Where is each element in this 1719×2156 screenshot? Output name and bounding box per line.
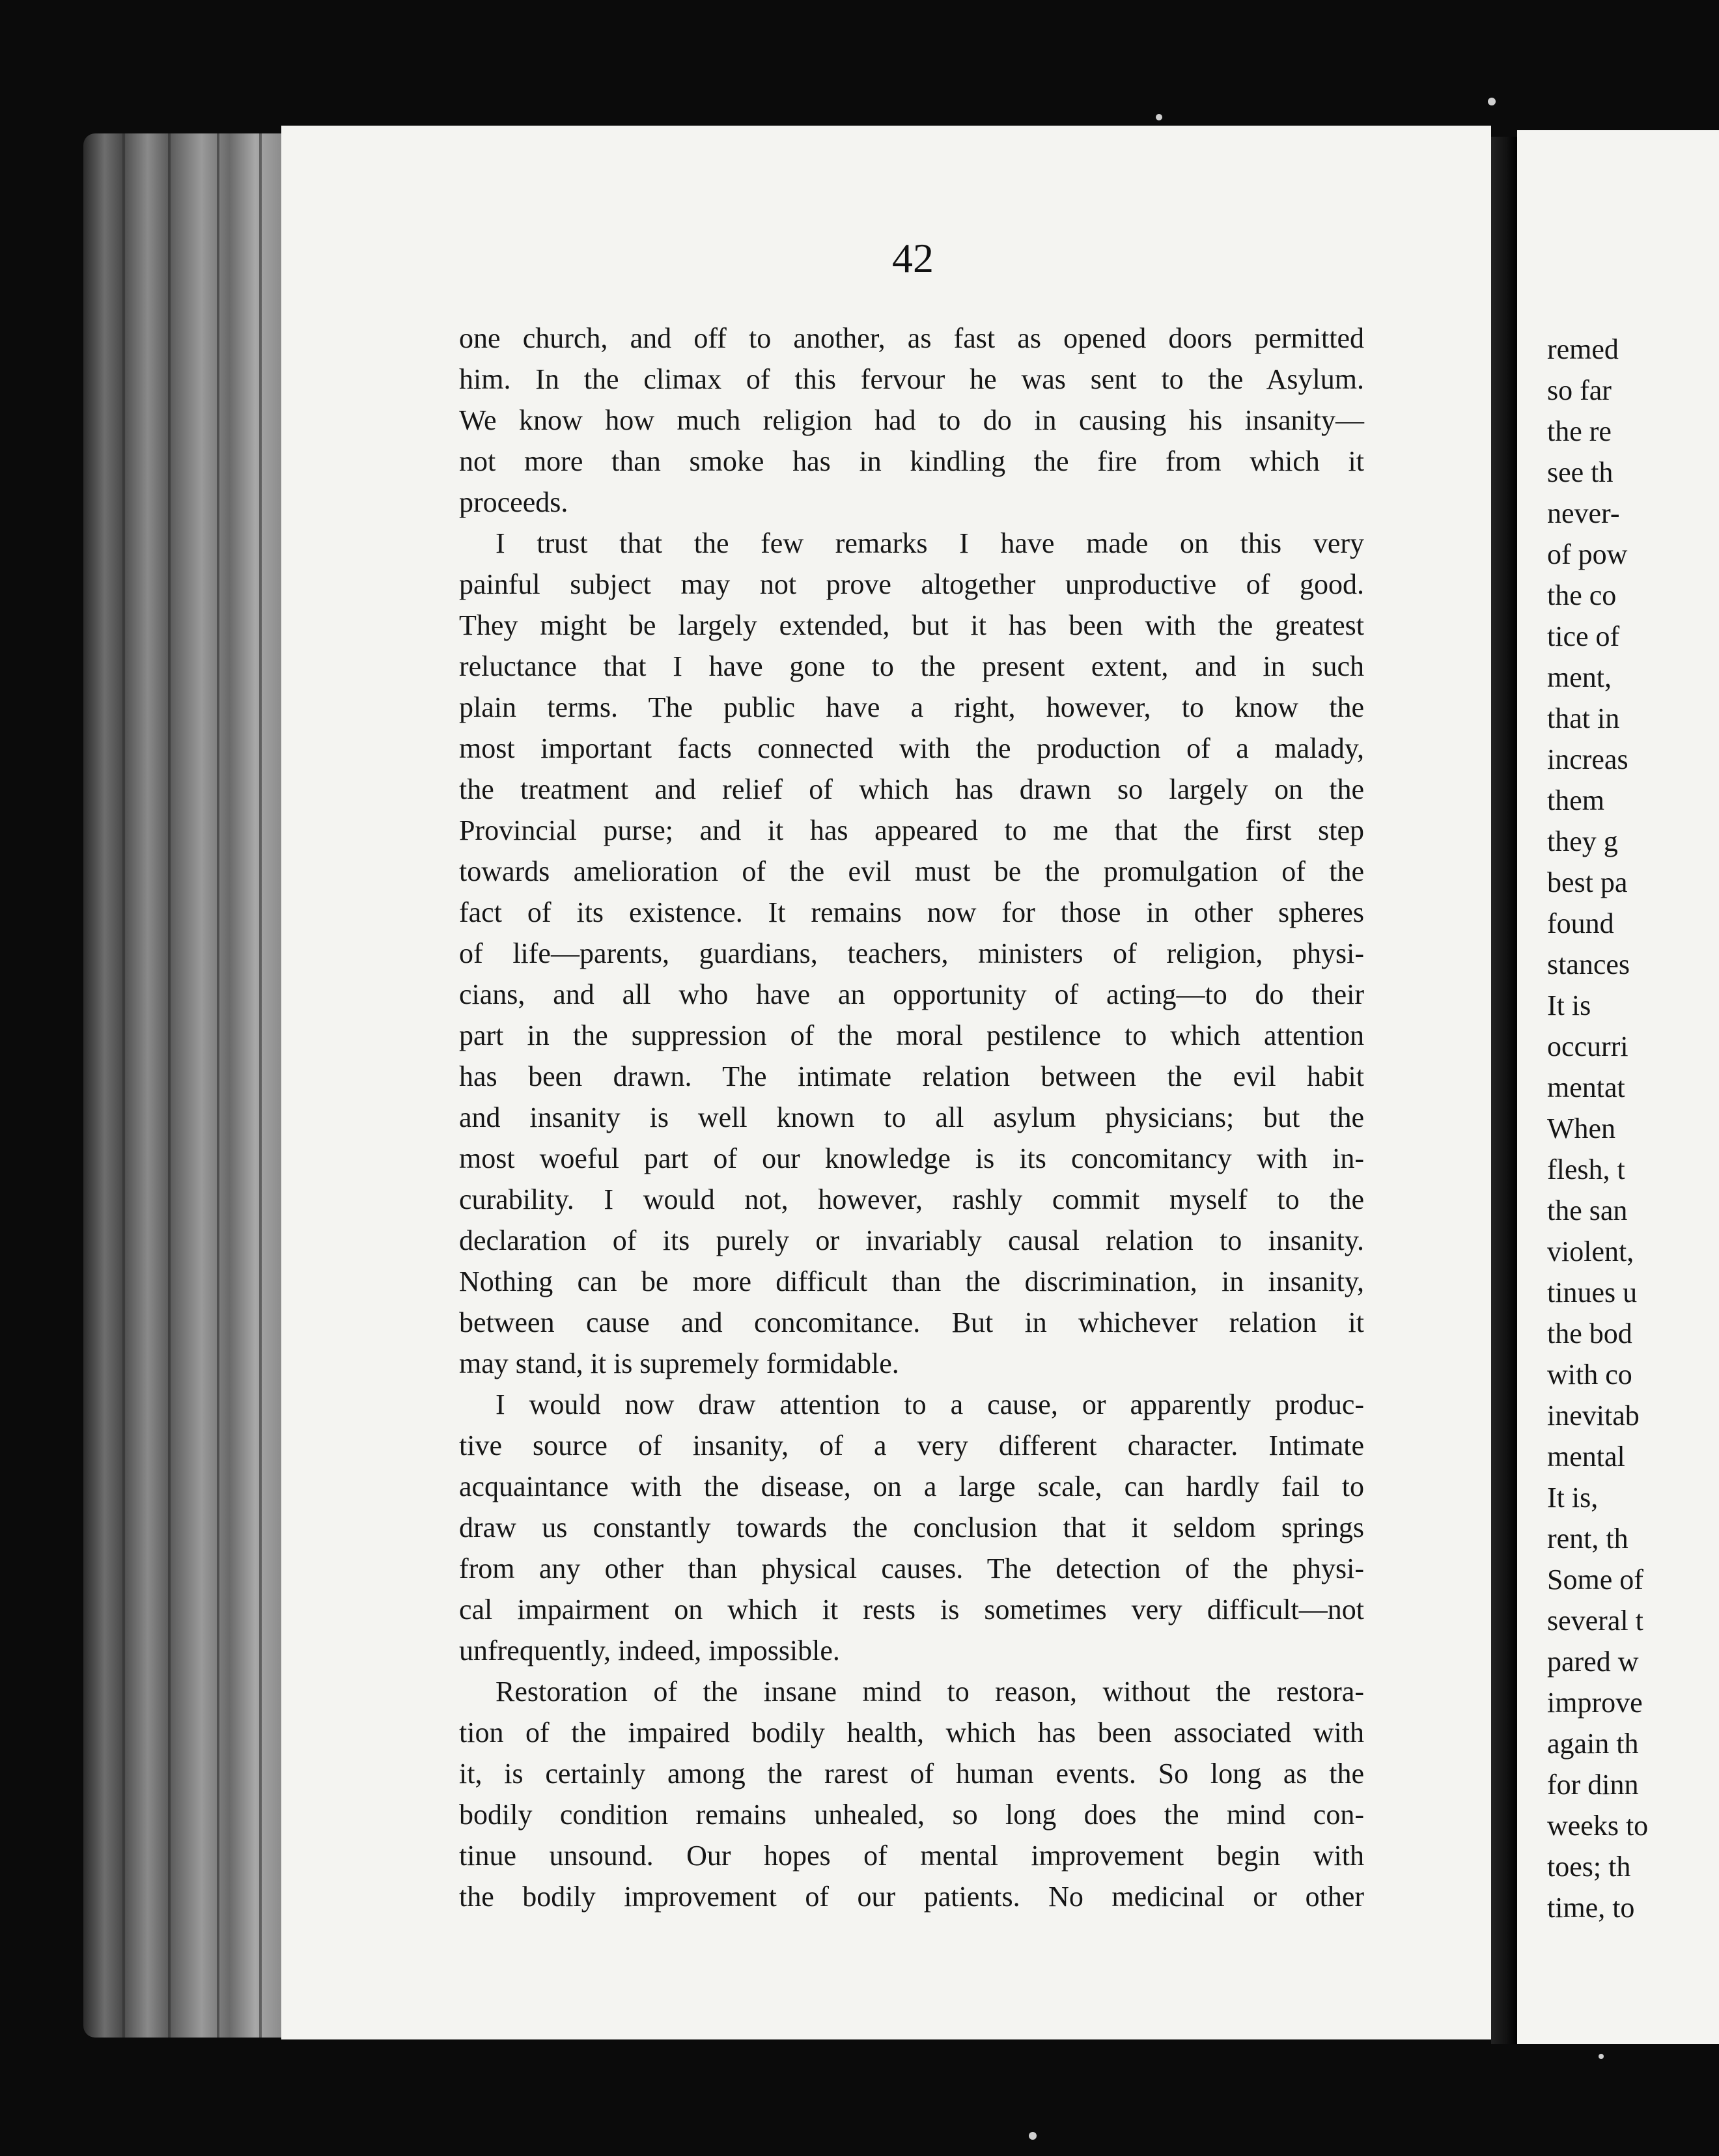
text-line: him. In the climax of this fervour he was sent to the Asylum. [459, 363, 1364, 395]
text-line: so far [1547, 374, 1612, 406]
text-line: proceeds. [459, 486, 568, 518]
text-line: unfrequently, indeed, impossible. [459, 1635, 840, 1666]
text-line: mentat [1547, 1071, 1625, 1103]
text-line: inevitab [1547, 1400, 1640, 1431]
text-line: time, to [1547, 1892, 1635, 1924]
speck [1488, 98, 1496, 105]
text-line: from any other than physical causes. The detection of the physi- [459, 1553, 1364, 1584]
left-page-text [459, 318, 1364, 1917]
text-line: best pa [1547, 866, 1628, 898]
speck [1029, 2132, 1037, 2140]
text-line: between cause and concomitance. But in whichever relation it [459, 1306, 1364, 1338]
text-line: see th [1547, 456, 1614, 488]
text-line: occurri [1547, 1030, 1628, 1062]
text-line: improve [1547, 1687, 1643, 1719]
text-line: We know how much religion had to do in causing his insanity— [459, 404, 1364, 436]
text-line: declaration of its purely or invariably causal relation to insanity. [459, 1224, 1364, 1256]
text-line: plain terms. The public have a right, however, to know the [459, 691, 1364, 723]
text-line: curability. I would not, however, rashly commit myself to the [459, 1183, 1364, 1215]
text-line: weeks to [1547, 1810, 1649, 1842]
text-line: cal impairment on which it rests is sometimes very difficult—not [459, 1594, 1364, 1625]
text-line: of life—parents, guardians, teachers, ministers of religion, physi- [459, 937, 1364, 969]
page-edge-line [259, 133, 262, 2038]
text-line: it, is certainly among the rarest of human events. So long as the [459, 1758, 1364, 1790]
text-line: of pow [1547, 538, 1628, 570]
text-line: several t [1547, 1605, 1643, 1637]
text-line: they g [1547, 825, 1618, 857]
text-line: mental [1547, 1441, 1625, 1472]
text-line: violent, [1547, 1236, 1634, 1267]
text-line: ment, [1547, 661, 1612, 693]
right-page-text [1547, 329, 1648, 1928]
page-edge-line [168, 133, 171, 2038]
text-line: I trust that the few remarks I have made on this very [496, 527, 1364, 559]
text-line: tinues u [1547, 1277, 1638, 1308]
speck [1156, 114, 1162, 120]
text-line: fact of its existence. It remains now for those in other spheres [459, 896, 1364, 928]
text-line: painful subject may not prove altogether unproductive of good. [459, 568, 1364, 600]
text-line: towards amelioration of the evil must be the promulgation of the [459, 855, 1364, 887]
text-line: acquaintance with the disease, on a large scale, can hardly fail to [459, 1471, 1364, 1502]
text-line: most important facts connected with the production of a malady, [459, 732, 1364, 764]
text-line: bodily condition remains unhealed, so long does the mind con- [459, 1799, 1364, 1831]
text-line: one church, and off to another, as fast as opened doors permitted [459, 322, 1364, 354]
text-line: most woeful part of our knowledge is its concomitancy with in- [459, 1142, 1364, 1174]
text-line: It is [1547, 989, 1591, 1021]
book-page-edges [83, 133, 298, 2038]
text-line: tice of [1547, 620, 1620, 652]
text-line: again th [1547, 1728, 1639, 1760]
text-line: toes; th [1547, 1851, 1631, 1883]
text-line: rent, th [1547, 1523, 1628, 1555]
text-line: part in the suppression of the moral pestilence to which attention [459, 1019, 1364, 1051]
text-line: and insanity is well known to all asylum physicians; but the [459, 1101, 1364, 1133]
text-line: the co [1547, 579, 1617, 611]
text-line: I would now draw attention to a cause, or apparently produc- [496, 1389, 1364, 1420]
text-line: Some of [1547, 1564, 1643, 1596]
text-line: remed [1547, 333, 1619, 365]
text-line: reluctance that I have gone to the present extent, and in such [459, 650, 1364, 682]
text-line: that in [1547, 702, 1620, 734]
text-line: the bodily improvement of our patients. No medicinal or other [459, 1881, 1364, 1913]
text-line: cians, and all who have an opportunity of acting—to do their [459, 978, 1364, 1010]
page-edge-line [217, 133, 219, 2038]
speck [1599, 2054, 1604, 2059]
text-line: Provincial purse; and it has appeared to me that the first step [459, 814, 1364, 846]
text-line: the bod [1547, 1318, 1632, 1349]
text-line: has been drawn. The intimate relation between the evil habit [459, 1060, 1364, 1092]
text-line: may stand, it is supremely formidable. [459, 1348, 899, 1379]
text-line: tive source of insanity, of a very different character. Intimate [459, 1430, 1364, 1461]
text-line: When [1547, 1113, 1616, 1144]
text-line: tinue unsound. Our hopes of mental improvement begin with [459, 1840, 1364, 1872]
text-line: the treatment and relief of which has drawn so largely on the [459, 773, 1364, 805]
text-line: flesh, t [1547, 1154, 1625, 1185]
text-line: Nothing can be more difficult than the discrimination, in insanity, [459, 1265, 1364, 1297]
text-line: It is, [1547, 1482, 1599, 1513]
text-line: draw us constantly towards the conclusion that it seldom springs [459, 1512, 1364, 1543]
text-line: Restoration of the insane mind to reason, without the restora- [496, 1676, 1364, 1707]
text-line: with co [1547, 1359, 1632, 1390]
text-line: the re [1547, 415, 1612, 447]
text-line: never- [1547, 497, 1620, 529]
page-edge-line [122, 133, 125, 2038]
text-line: stances [1547, 948, 1630, 980]
text-line: found [1547, 907, 1614, 939]
text-line: them [1547, 784, 1604, 816]
page-number: 42 [892, 235, 934, 281]
text-line: They might be largely extended, but it has been with the greatest [459, 609, 1364, 641]
text-line: the san [1547, 1195, 1628, 1226]
text-line: not more than smoke has in kindling the fire from which it [459, 445, 1364, 477]
text-line: tion of the impaired bodily health, which has been associated with [459, 1717, 1364, 1748]
text-line: pared w [1547, 1646, 1639, 1678]
book-gutter [1491, 137, 1517, 2044]
text-line: for dinn [1547, 1769, 1639, 1801]
text-line: increas [1547, 743, 1628, 775]
